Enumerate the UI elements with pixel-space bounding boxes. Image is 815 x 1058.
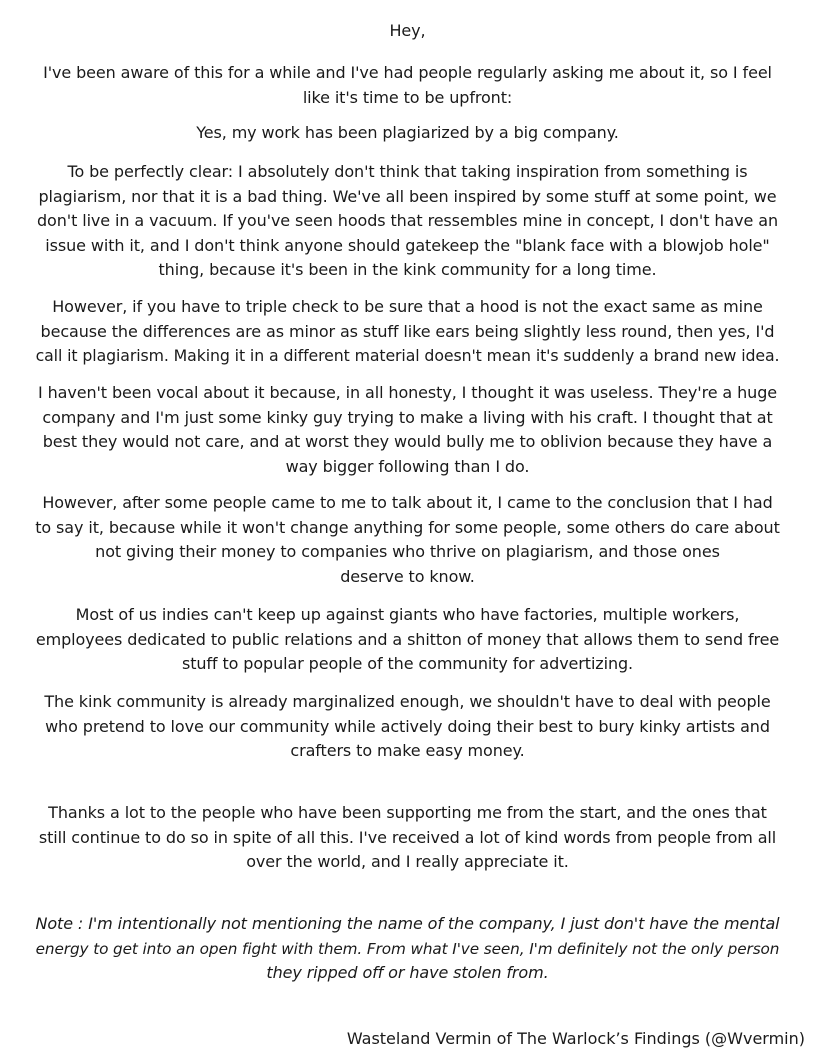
paragraph-plagiarized: Yes, my work has been plagiarized by a big company. [196,123,619,142]
paragraph-triple-check: However, if you have to triple check to be sure that a hood is not the exact same as mine because the differences are as minor as stuff like ears being slightly less round, then yes, I'd call it plagiarism. Making it in a different material doesn't mean it's suddenly a brand new idea. [35,297,780,365]
paragraph-kink-community: The kink community is already marginalized enough, we shouldn't have to deal with people who pretend to love our community while actively doing their best to bury kinky artists and crafters to make easy money. [44,692,771,760]
note-paragraph: Note : I'm intentionally not mentioning the name of the company, I just don't have the mental energy to get into an open fight with them. From what I've seen, I'm definitely not the only person they ripped off or have stolen from. [35,914,780,982]
paragraph-inspiration: To be perfectly clear: I absolutely don't think that taking inspiration from something is plagiarism, nor that it is a bad thing. We've all been inspired by some stuff at some point, we don't live in a vacuum. If you've seen hoods that ressembles mine in concept, I don't have an issue with it, and I don't think anyone should gatekeep the "blank face with a blowjob hole" thing, because it's been in the kink community for a long time. [37,162,778,279]
signature: Wasteland Vermin of The Warlock’s Findings (@Wvermin) [346,1029,805,1048]
paragraph-not-vocal: I haven't been vocal about it because, in all honesty, I thought it was useless. They're a huge company and I'm just some kinky guy trying to make a living with his craft. I thought that at best they would not care, and at worst they would bully me to oblivion because they have a way bigger following than I do. [37,383,778,476]
paragraph-thanks: Thanks a lot to the people who have been supporting me from the start, and the ones that still continue to do so in spite of all this. I've received a lot of kind words from people from all over the world, and I really appreciate it. [38,803,777,871]
greeting: Hey, [389,21,426,40]
paragraph-conclusion: However, after some people came to me to talk about it, I came to the conclusion that I had to say it, because while it won't change anything for some people, some others do care about not giving their money to companies who thrive on plagiarism, and those ones deserve to know. [35,493,780,586]
paragraph-indies: Most of us indies can't keep up against giants who have factories, multiple workers, employees dedicated to public relations and a shitton of money that allows them to send free stuff to popular people of the community for advertizing. [35,605,780,673]
paragraph-awareness: I've been aware of this for a while and I've had people regularly asking me about it, so I feel like it's time to be upfront: [43,63,772,107]
